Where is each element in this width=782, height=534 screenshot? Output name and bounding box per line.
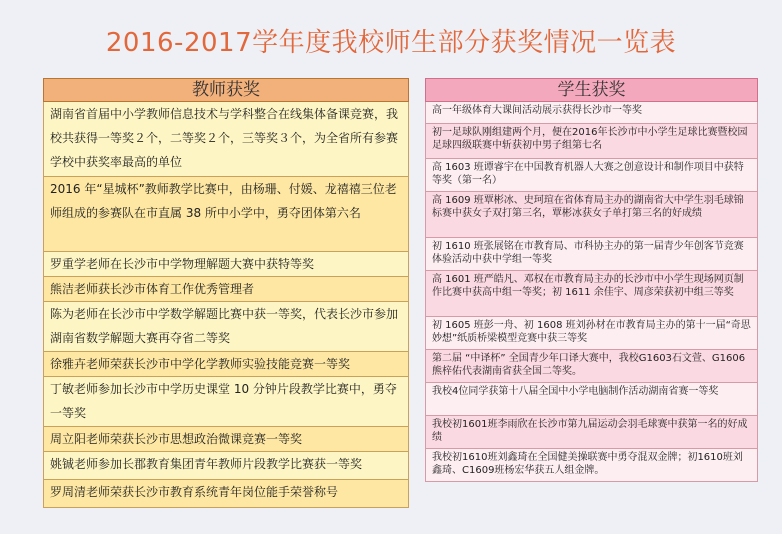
teacher-awards-panel bbox=[43, 78, 409, 508]
student-award-item: 初 1605 班彭一舟、初 1608 班刘孙材在市教育局主办的第十一届“奇思妙想”纸质桥梁模型竞赛中获三等奖 bbox=[425, 317, 758, 350]
teacher-award-item: 徐雅卉老师荣获长沙市中学化学教师实验技能竞赛一等奖 bbox=[43, 352, 409, 377]
teacher-award-item: 姚铖老师参加长郡教育集团青年教师片段教学比赛获一等奖 bbox=[43, 452, 409, 480]
teacher-award-item: 陈为老师在长沙市中学数学解题比赛中获一等奖，代表长沙市参加湖南省数学解题大赛再夺省二等奖 bbox=[43, 302, 409, 352]
student-award-item: 我校初1601班李雨欣在长沙市第九届运动会羽毛球赛中获第一名的好成绩 bbox=[425, 416, 758, 449]
teacher-award-item: 2016 年“星城杯”教师教学比赛中，由杨珊、付媛、龙禧禧三位老师组成的参赛队在市直属 38 所中小学中，勇夺团体第六名 bbox=[43, 177, 409, 252]
page-title: 2016-2017学年度我校师生部分获奖情况一览表 bbox=[105, 28, 677, 58]
teacher-award-item: 湖南省首届中小学教师信息技术与学科整合在线集体备课竞赛，我校共获得一等奖２个，二等奖２个，三等奖３个，为全省所有参赛学校中获奖率最高的单位 bbox=[43, 102, 409, 177]
teacher-awards-header: 教师获奖 bbox=[43, 78, 409, 102]
teacher-award-item: 熊洁老师获长沙市体育工作优秀管理者 bbox=[43, 277, 409, 302]
teacher-award-item: 丁敏老师参加长沙市中学历史课堂 10 分钟片段教学比赛中，勇夺一等奖 bbox=[43, 377, 409, 427]
student-award-item: 第二届 “中译杯” 全国青少年口译大赛中，我校G1603石文萱、G1606熊梓佑代表湖南省获全国二等奖。 bbox=[425, 350, 758, 383]
student-award-item: 初 1610 班张展铭在市教育局、市科协主办的第一届青少年创客节竞赛体验活动中获中学组一等奖 bbox=[425, 238, 758, 271]
student-award-item: 我校初1610班刘鑫琦在全国健美操联赛中勇夺混双金牌；初1610班刘鑫琦、C1609班杨宏华获五人组金牌。 bbox=[425, 449, 758, 482]
student-awards-header: 学生获奖 bbox=[425, 78, 758, 102]
student-award-item: 初一足球队刚组建两个月，便在2016年长沙市中小学生足球比赛暨校园足球四级联赛中斩获初中男子组第七名 bbox=[425, 124, 758, 159]
student-awards-panel bbox=[425, 78, 758, 482]
teacher-award-item: 罗重学老师在长沙市中学物理解题大赛中获特等奖 bbox=[43, 252, 409, 277]
student-award-item: 高 1609 班覃彬冰、史珂瑄在省体育局主办的湖南省大中学生羽毛球锦标赛中获女子双打第三名，覃彬冰获女子单打第三名的好成绩 bbox=[425, 192, 758, 238]
student-award-item: 高 1601 班严皓凡、邓权在市教育局主办的长沙市中小学生现场网页制作比赛中获高中组一等奖；初 1611 余佳宇、周彦荣获初中组三等奖 bbox=[425, 271, 758, 317]
student-award-item: 高一年级体育大课间活动展示获得长沙市一等奖 bbox=[425, 102, 758, 124]
teacher-award-item: 罗周清老师荣获长沙市教育系统青年岗位能手荣誉称号 bbox=[43, 480, 409, 508]
student-award-item: 我校4位同学获第十八届全国中小学电脑制作活动湖南省赛一等奖 bbox=[425, 383, 758, 416]
teacher-award-item: 周立阳老师荣获长沙市思想政治微课竞赛一等奖 bbox=[43, 427, 409, 452]
student-award-item: 高 1603 班谭睿宇在中国教育机器人大赛之创意设计和制作项目中获特等奖（第一名） bbox=[425, 159, 758, 192]
